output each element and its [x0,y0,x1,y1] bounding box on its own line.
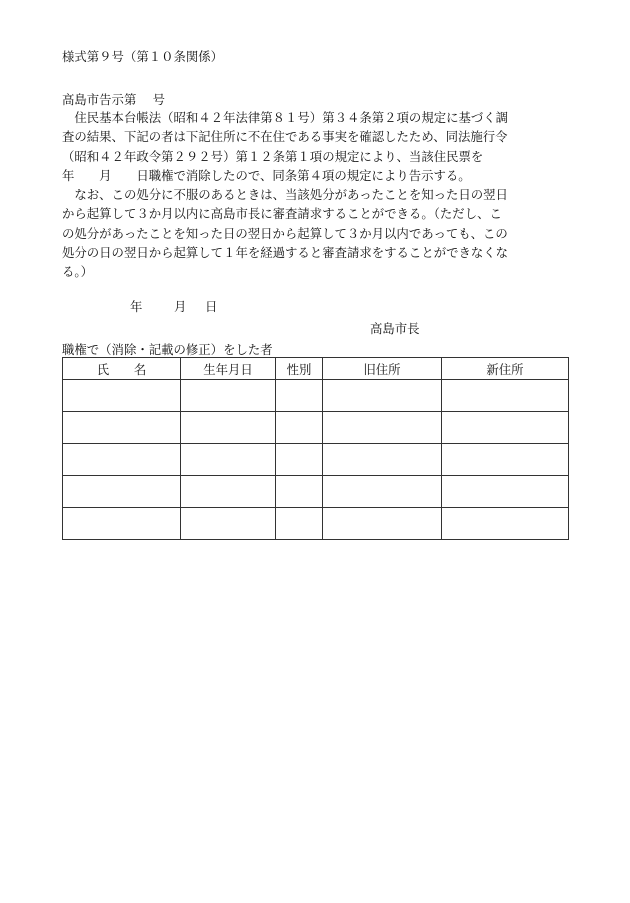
body-line: る。） [62,264,93,280]
cell-birthdate [181,444,276,476]
date-month-label: 月 [174,299,187,314]
table-row [63,444,569,476]
cell-birthdate [181,508,276,540]
header-birthdate: 生年月日 [181,358,276,380]
table-row [63,412,569,444]
header-name: 氏 名 [63,358,181,380]
body-line: 住民基本台帳法（昭和４２年法律第８１号）第３４条第２項の規定に基づく調 [62,110,509,125]
date-day-label: 日 [205,299,218,314]
cell-birthdate [181,476,276,508]
cell-new-address [442,444,569,476]
table-row [63,476,569,508]
cell-name [63,508,181,540]
body-line: （昭和４２年政令第２９２号）第１２条第１項の規定により、当該住民票を [62,148,484,164]
cell-name [63,476,181,508]
date-year-label: 年 [130,299,143,314]
cell-old-address [323,444,442,476]
cell-name [63,412,181,444]
table-caption: 職権で（消除・記載の修正）をした者 [62,342,273,357]
cell-new-address [442,476,569,508]
cell-birthdate [181,412,276,444]
table-row [63,380,569,412]
date-line [130,297,217,315]
cell-old-address [323,380,442,412]
header-gender: 性別 [276,358,323,380]
notice-number: 高島市告示第 号 [62,92,166,107]
body-line: の処分があったことを知った日の翌日から起算して３か月以内であっても、この [62,225,508,241]
signatory: 高島市長 [370,321,420,336]
body-line: なお、この処分に不服のあるときは、当該処分があったことを知った日の翌日 [62,187,508,203]
cell-gender [276,476,323,508]
cell-new-address [442,412,569,444]
table-header-row [63,358,569,380]
cell-birthdate [181,380,276,412]
cell-name [63,380,181,412]
cell-old-address [323,412,442,444]
cell-old-address [323,508,442,540]
table-row [63,508,569,540]
body-line: 査の結果、下記の者は下記住所に不在住である事実を確認したため、同法施行令 [62,129,508,145]
body-line: から起算して３か月以内に高島市長に審査請求することができる。（ただし、こ [62,206,502,222]
header-old-address: 旧住所 [323,358,442,380]
form-number: 様式第９号（第１０条関係） [62,49,224,64]
cell-name [63,444,181,476]
persons-table [62,357,569,540]
cell-gender [276,412,323,444]
body-line: 処分の日の翌日から起算して１年を経過すると審査請求をすることができなくな [62,245,509,261]
cell-old-address [323,476,442,508]
cell-gender [276,380,323,412]
cell-gender [276,444,323,476]
cell-new-address [442,380,569,412]
header-new-address: 新住所 [442,358,569,380]
body-line: 年 月 日職権で消除したので、同条第４項の規定により告示する。 [62,167,471,183]
cell-new-address [442,508,569,540]
cell-gender [276,508,323,540]
notice-body [62,108,572,282]
